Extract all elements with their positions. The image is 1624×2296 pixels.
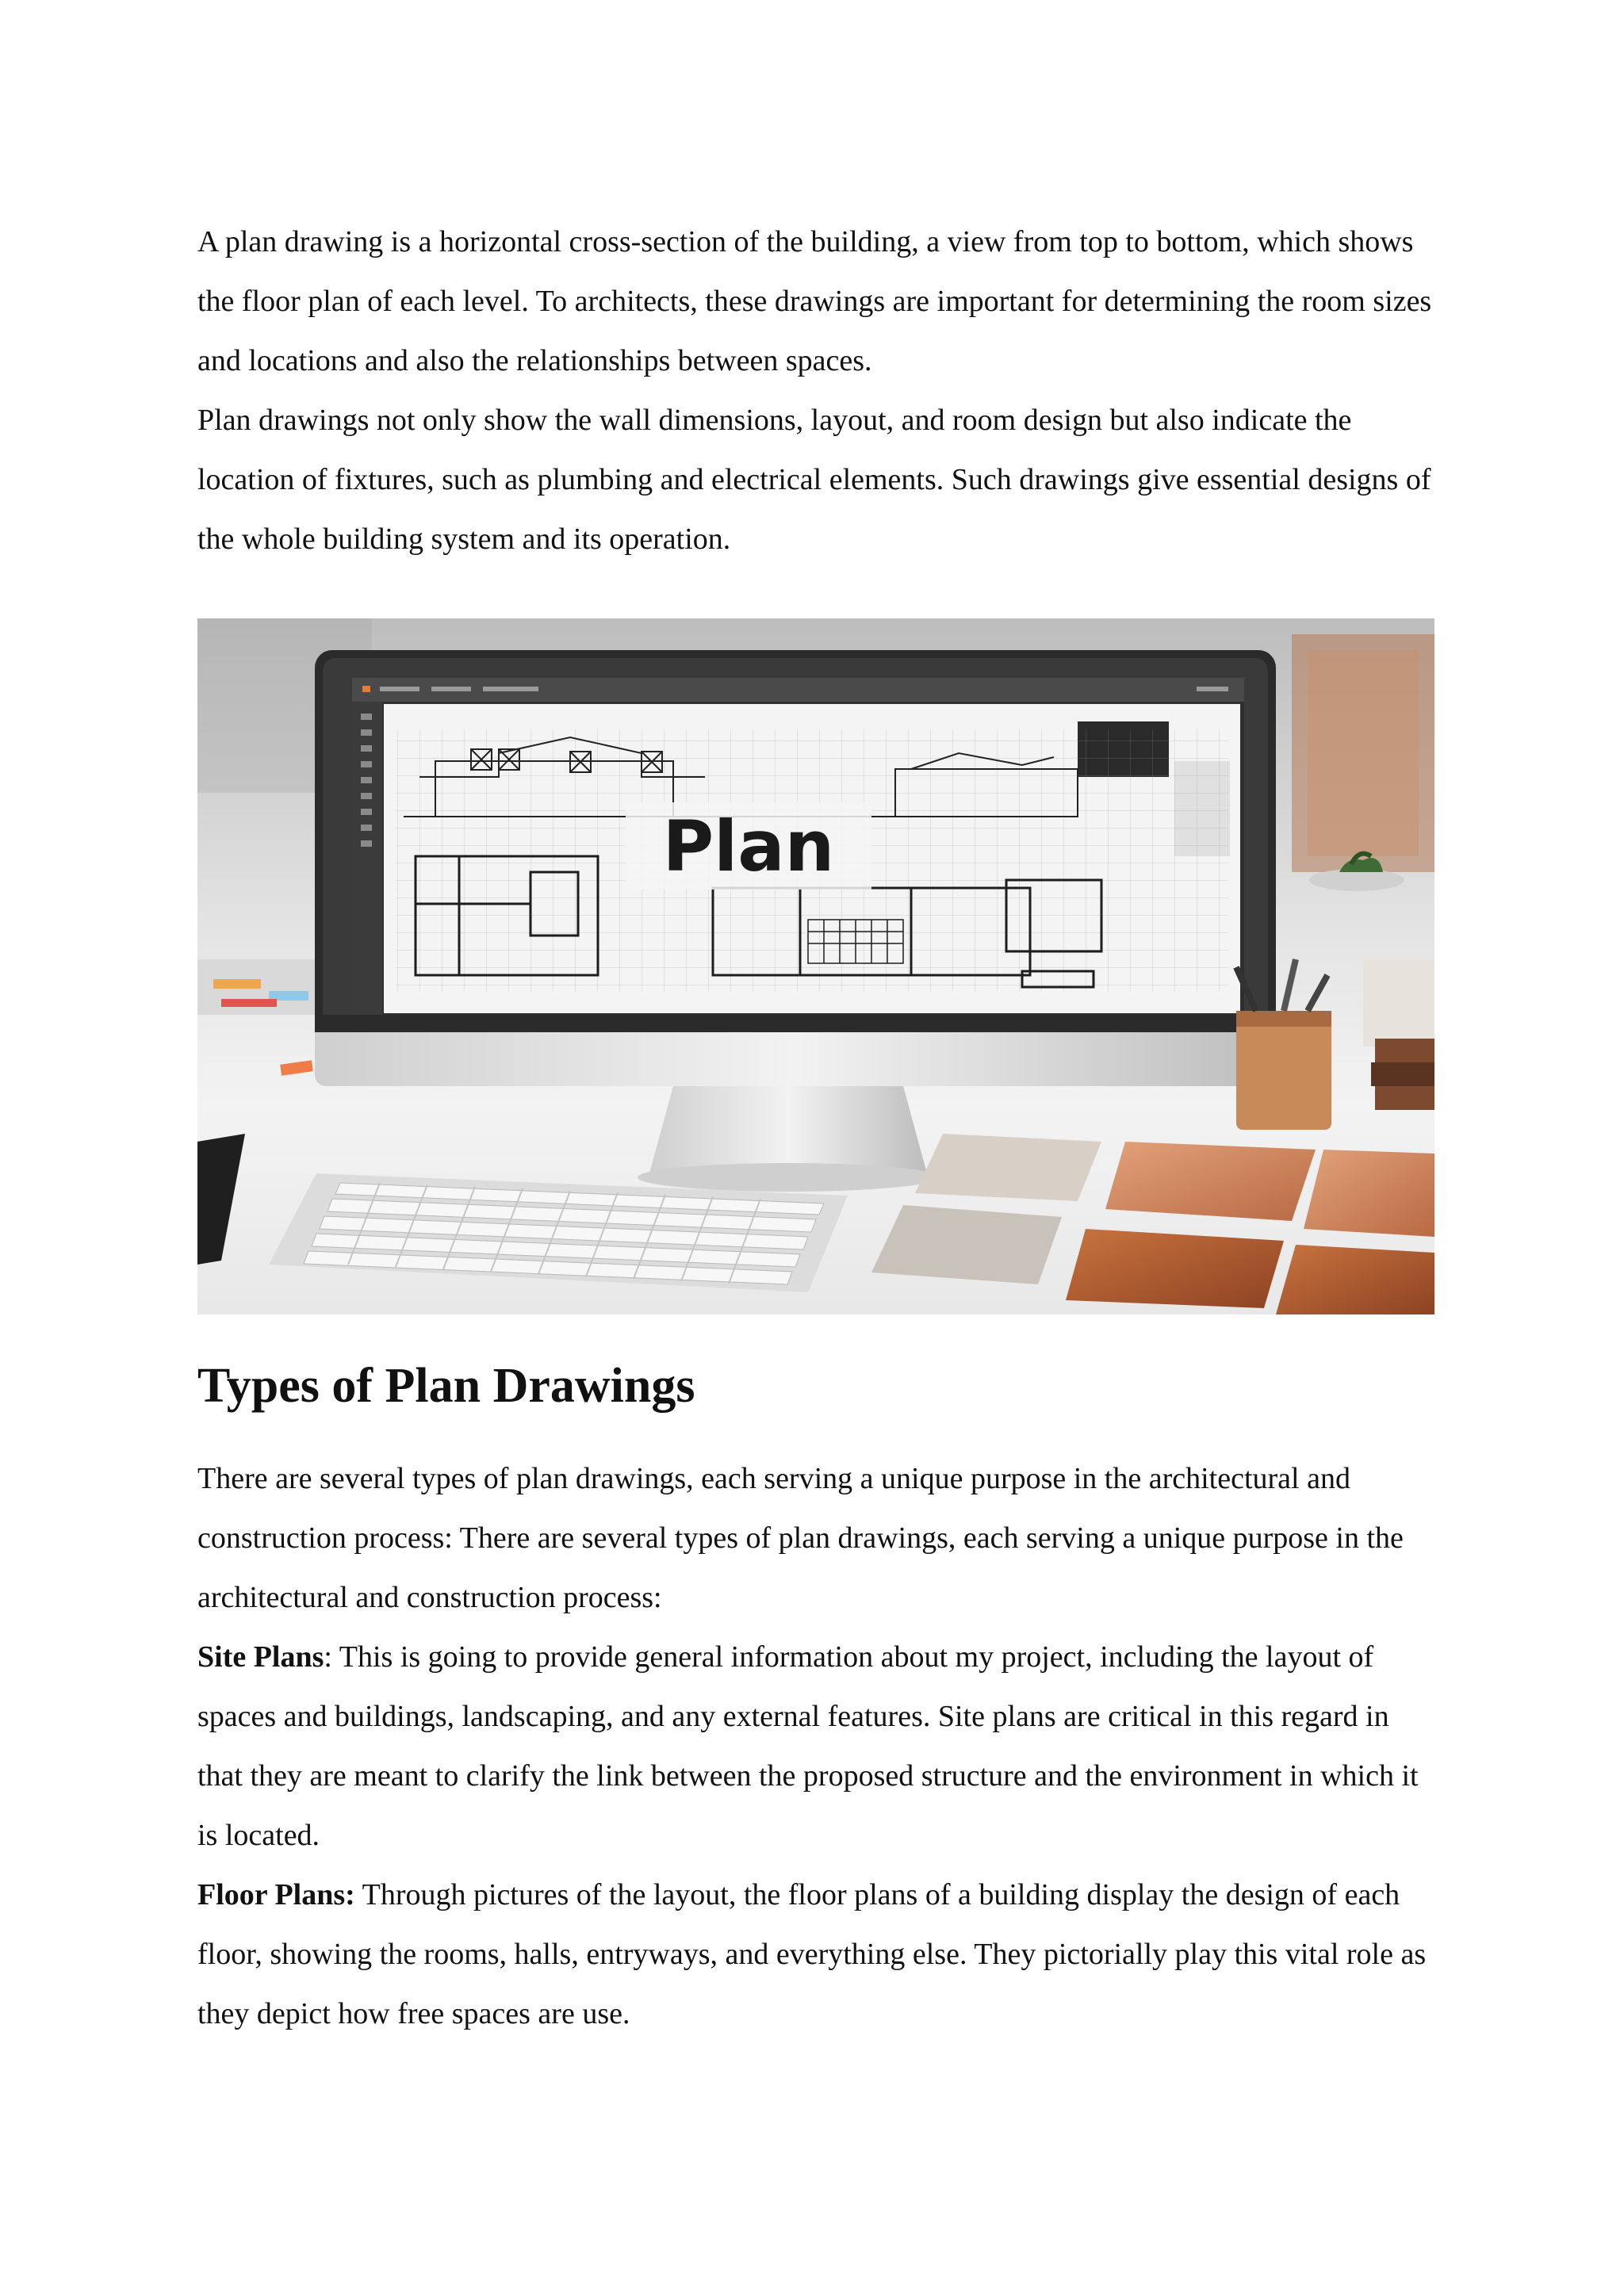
intro-paragraph-2: Plan drawings not only show the wall dimensions, layout, and room design but also indicate the location of fixtures, such as plumbing and electrical elements. Such drawings give essential designs of the whole building system and its operation.	[197, 404, 1431, 556]
floor-plans-term: Floor Plans:	[197, 1878, 355, 1911]
types-intro-paragraph: There are several types of plan drawings, each serving a unique purpose in the architectural and construction process: There are several types of plan drawings, each serving a unique purpose in the architectural and construction process:	[197, 1462, 1404, 1614]
site-plans-paragraph	[197, 1628, 1434, 1866]
screen-plan-word: Plan	[662, 806, 835, 887]
site-plans-term: Site Plans	[197, 1640, 324, 1674]
intro-paragraph-1: A plan drawing is a horizontal cross-section of the building, a view from top to bottom, which shows the floor plan of each level. To architects, these drawings are important for determining the room sizes and locations and also the relationships between spaces.	[197, 225, 1432, 377]
document-body	[197, 212, 1434, 2044]
site-plans-text: : This is going to provide general information about my project, including the layout of spaces and buildings, landscaping, and any external features. Site plans are critical in this regard in that they are meant to clarify the link between the proposed structure and the environment in which it is located.	[197, 1640, 1419, 1852]
plan-computer-photo	[197, 618, 1434, 1314]
section-heading: Types of Plan Drawings	[197, 1359, 695, 1413]
floor-plans-text: Through pictures of the layout, the floor plans of a building display the design of each floor, showing the rooms, halls, entryways, and everything else. They pictorially play this vital role as they depict how free spaces are use.	[197, 1878, 1427, 2030]
floor-plans-paragraph	[197, 1866, 1434, 2044]
